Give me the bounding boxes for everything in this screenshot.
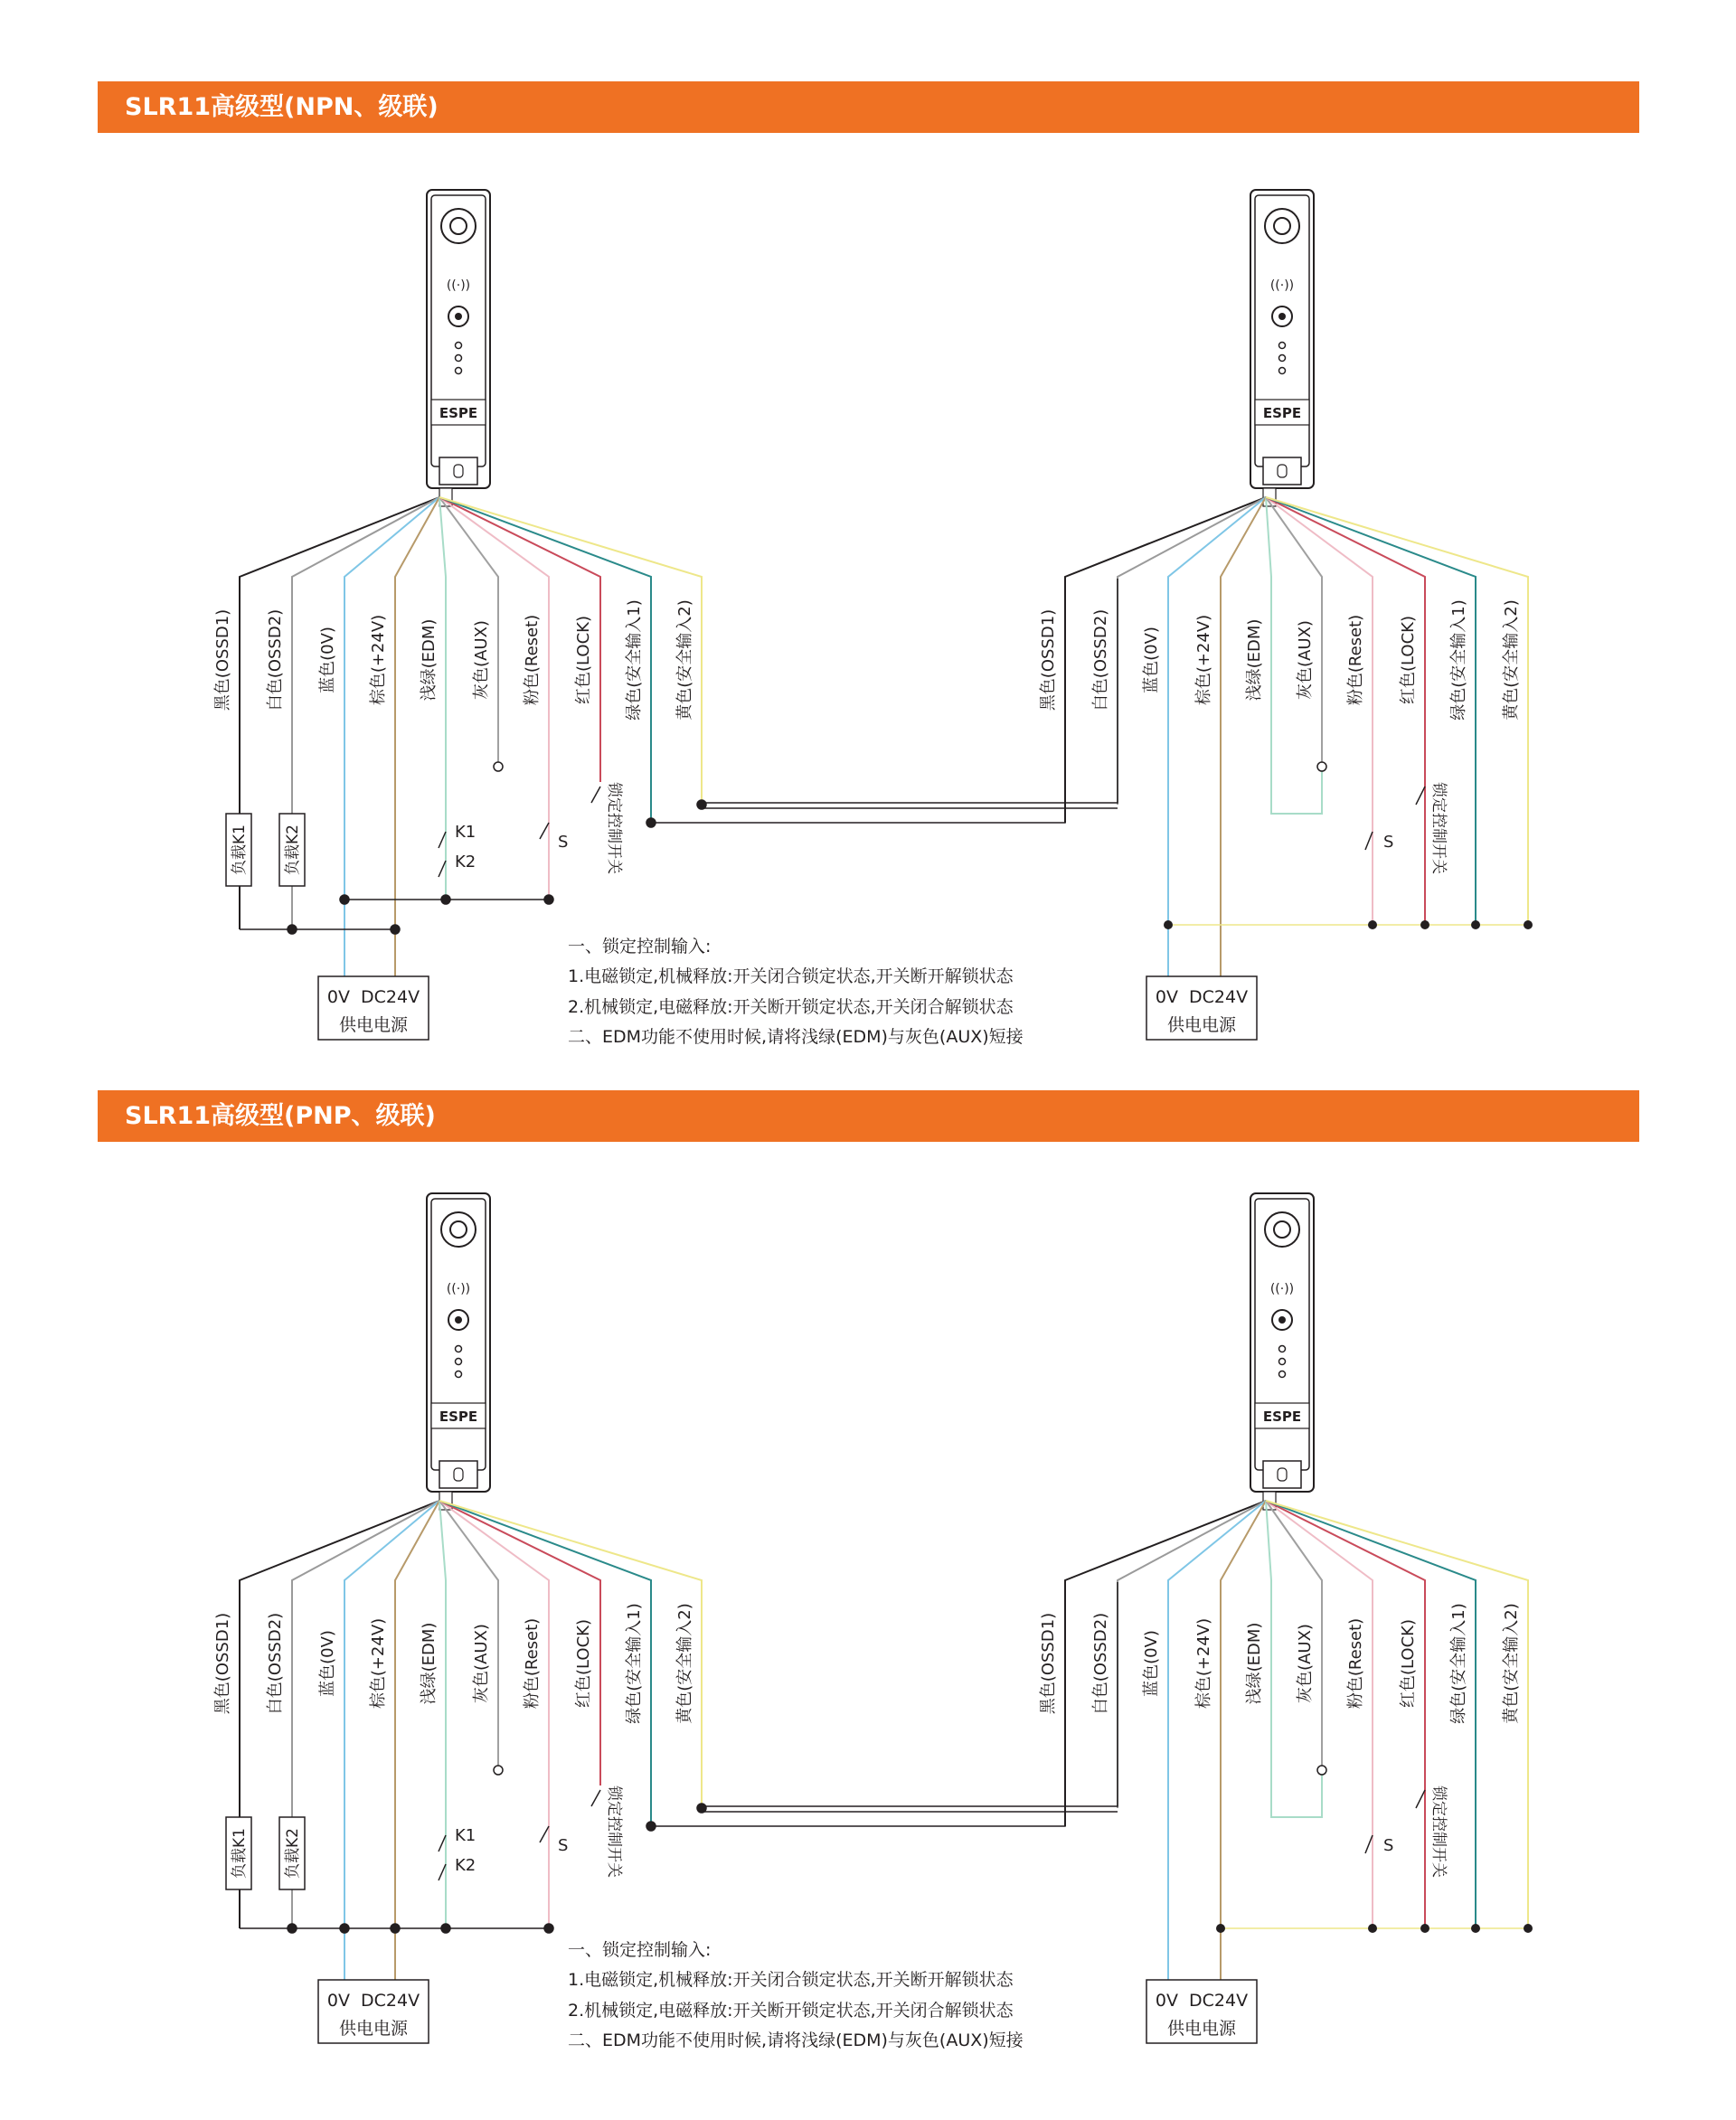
sensor-device-left: [427, 1193, 490, 1510]
relay-k1-label: K1: [455, 823, 476, 842]
svg-text:黄色(安全输入2): 黄色(安全输入2): [1502, 1603, 1521, 1724]
svg-text:黑色(OSSD1): 黑色(OSSD1): [213, 608, 232, 711]
svg-text:浅绿(EDM): 浅绿(EDM): [420, 1622, 439, 1705]
svg-text:蓝色(0V): 蓝色(0V): [318, 1630, 337, 1697]
svg-text:黑色(OSSD1): 黑色(OSSD1): [1039, 1612, 1058, 1715]
svg-text:浅绿(EDM): 浅绿(EDM): [1245, 1622, 1264, 1705]
svg-text:白色(OSSD2): 白色(OSSD2): [266, 1612, 285, 1715]
svg-text:((·)): ((·)): [446, 1282, 471, 1296]
wiring-diagram-pnp: [0, 1184, 1736, 2088]
svg-text:黄色(安全输入2): 黄色(安全输入2): [675, 1603, 694, 1724]
load-k1-label: 负载K1: [231, 824, 249, 875]
load-k1-label: 负载K1: [231, 1828, 249, 1879]
svg-text:灰色(AUX): 灰色(AUX): [472, 620, 491, 700]
relay-k2-label: K2: [455, 1856, 476, 1875]
svg-text:2.机械锁定,电磁释放:开关断开锁定状态,开关闭合解锁状态: 2.机械锁定,电磁释放:开关断开锁定状态,开关闭合解锁状态: [568, 997, 1014, 1017]
svg-text:((·)): ((·)): [1269, 278, 1295, 293]
svg-text:粉色(Reset): 粉色(Reset): [523, 1617, 542, 1710]
psu-voltage-right: 0V DC24V: [1155, 987, 1249, 1007]
svg-text:1.电磁锁定,机械释放:开关闭合锁定状态,开关断开解锁状态: 1.电磁锁定,机械释放:开关闭合锁定状态,开关断开解锁状态: [568, 966, 1014, 986]
svg-text:粉色(Reset): 粉色(Reset): [1346, 1617, 1365, 1710]
relay-k1-label: K1: [455, 1826, 476, 1845]
wire-labels-left: [213, 599, 694, 721]
svg-text:绿色(安全输入1): 绿色(安全输入1): [625, 599, 644, 721]
sensor-device-right: [1250, 1193, 1314, 1510]
lock-switch-label-right: 锁定控制开关: [1429, 782, 1448, 874]
psu-voltage-left: 0V DC24V: [326, 987, 420, 1007]
psu-label-right: 供电电源: [1166, 1015, 1237, 1035]
switch-s-label-right: S: [1383, 1836, 1394, 1855]
svg-text:二、EDM功能不使用时候,请将浅绿(EDM)与灰色(AUX): 二、EDM功能不使用时候,请将浅绿(EDM)与灰色(AUX)短接: [568, 1027, 1024, 1047]
svg-text:白色(OSSD2): 白色(OSSD2): [1091, 1612, 1110, 1715]
wire-fan-left: [240, 497, 702, 976]
right-bus: [1164, 762, 1533, 929]
device-label: ESPE: [1262, 405, 1302, 421]
lock-switch-label-right: 锁定控制开关: [1429, 1786, 1448, 1878]
psu-label-right: 供电电源: [1166, 2019, 1237, 2039]
svg-text:黑色(OSSD1): 黑色(OSSD1): [1039, 608, 1058, 711]
wire-labels-right: [1039, 1603, 1521, 1724]
load-k2-label: 负载K2: [284, 1828, 302, 1879]
switch-s-label: S: [558, 833, 569, 852]
svg-text:黄色(安全输入2): 黄色(安全输入2): [1502, 599, 1521, 721]
svg-text:1.电磁锁定,机械释放:开关闭合锁定状态,开关断开解锁状态: 1.电磁锁定,机械释放:开关闭合锁定状态,开关断开解锁状态: [568, 1970, 1014, 1990]
svg-text:2.机械锁定,电磁释放:开关断开锁定状态,开关闭合解锁状态: 2.机械锁定,电磁释放:开关断开锁定状态,开关闭合解锁状态: [568, 2001, 1014, 2021]
device-label: ESPE: [439, 405, 478, 421]
svg-text:粉色(Reset): 粉色(Reset): [523, 614, 542, 706]
svg-text:红色(LOCK): 红色(LOCK): [574, 616, 593, 704]
wire-labels-left: [213, 1603, 694, 1724]
svg-text:棕色(+24V): 棕色(+24V): [369, 1617, 388, 1710]
switch-s-label: S: [558, 1836, 569, 1855]
svg-text:棕色(+24V): 棕色(+24V): [1194, 1617, 1213, 1710]
svg-text:绿色(安全输入1): 绿色(安全输入1): [1449, 599, 1468, 721]
right-bus: [1216, 1766, 1533, 1933]
svg-text:浅绿(EDM): 浅绿(EDM): [420, 618, 439, 702]
svg-text:红色(LOCK): 红色(LOCK): [574, 1619, 593, 1708]
svg-text:((·)): ((·)): [1269, 1282, 1295, 1296]
svg-text:棕色(+24V): 棕色(+24V): [369, 614, 388, 706]
svg-text:黑色(OSSD1): 黑色(OSSD1): [213, 1612, 232, 1715]
svg-text:蓝色(0V): 蓝色(0V): [1142, 1630, 1161, 1697]
wire-fan-right: [1065, 497, 1528, 976]
wire-fan-right: [1065, 1501, 1528, 1980]
svg-text:红色(LOCK): 红色(LOCK): [1399, 1619, 1418, 1708]
svg-text:绿色(安全输入1): 绿色(安全输入1): [1449, 1603, 1468, 1724]
svg-text:((·)): ((·)): [446, 278, 471, 293]
svg-text:蓝色(0V): 蓝色(0V): [318, 627, 337, 693]
sensor-device-right: [1250, 190, 1314, 506]
svg-text:黄色(安全输入2): 黄色(安全输入2): [675, 599, 694, 721]
load-k2-label: 负载K2: [284, 824, 302, 875]
svg-text:灰色(AUX): 灰色(AUX): [1296, 620, 1315, 700]
notes-npn: [568, 937, 1024, 1047]
psu-voltage-left: 0V DC24V: [326, 1991, 420, 2011]
psu-label-left: 供电电源: [338, 1015, 409, 1035]
relay-k2-label: K2: [455, 853, 476, 872]
notes-pnp: [568, 1940, 1024, 2050]
switch-s-label-right: S: [1383, 833, 1394, 852]
svg-text:一、锁定控制输入:: 一、锁定控制输入:: [568, 1940, 712, 1960]
psu-label-left: 供电电源: [338, 2019, 409, 2039]
svg-text:白色(OSSD2): 白色(OSSD2): [266, 608, 285, 711]
lock-switch-label: 锁定控制开关: [605, 782, 623, 874]
svg-text:粉色(Reset): 粉色(Reset): [1346, 614, 1365, 706]
wiring-diagram-npn: [0, 181, 1736, 1067]
wire-fan-left: [240, 1501, 702, 1980]
svg-text:二、EDM功能不使用时候,请将浅绿(EDM)与灰色(AUX): 二、EDM功能不使用时候,请将浅绿(EDM)与灰色(AUX)短接: [568, 2030, 1024, 2050]
svg-text:浅绿(EDM): 浅绿(EDM): [1245, 618, 1264, 702]
svg-text:蓝色(0V): 蓝色(0V): [1142, 627, 1161, 693]
svg-text:灰色(AUX): 灰色(AUX): [1296, 1624, 1315, 1703]
svg-text:一、锁定控制输入:: 一、锁定控制输入:: [568, 937, 712, 956]
section-title-pnp: SLR11高级型(PNP、级联): [98, 1090, 1639, 1142]
wire-labels-right: [1039, 599, 1521, 721]
svg-text:灰色(AUX): 灰色(AUX): [472, 1624, 491, 1703]
svg-text:白色(OSSD2): 白色(OSSD2): [1091, 608, 1110, 711]
sensor-device-left: [427, 190, 490, 506]
svg-text:绿色(安全输入1): 绿色(安全输入1): [625, 1603, 644, 1724]
device-label: ESPE: [439, 1409, 478, 1425]
svg-text:棕色(+24V): 棕色(+24V): [1194, 614, 1213, 706]
device-label: ESPE: [1262, 1409, 1302, 1425]
section-title-npn: SLR11高级型(NPN、级联): [98, 81, 1639, 133]
psu-voltage-right: 0V DC24V: [1155, 1991, 1249, 2011]
svg-text:红色(LOCK): 红色(LOCK): [1399, 616, 1418, 704]
lock-switch-label: 锁定控制开关: [605, 1786, 623, 1878]
